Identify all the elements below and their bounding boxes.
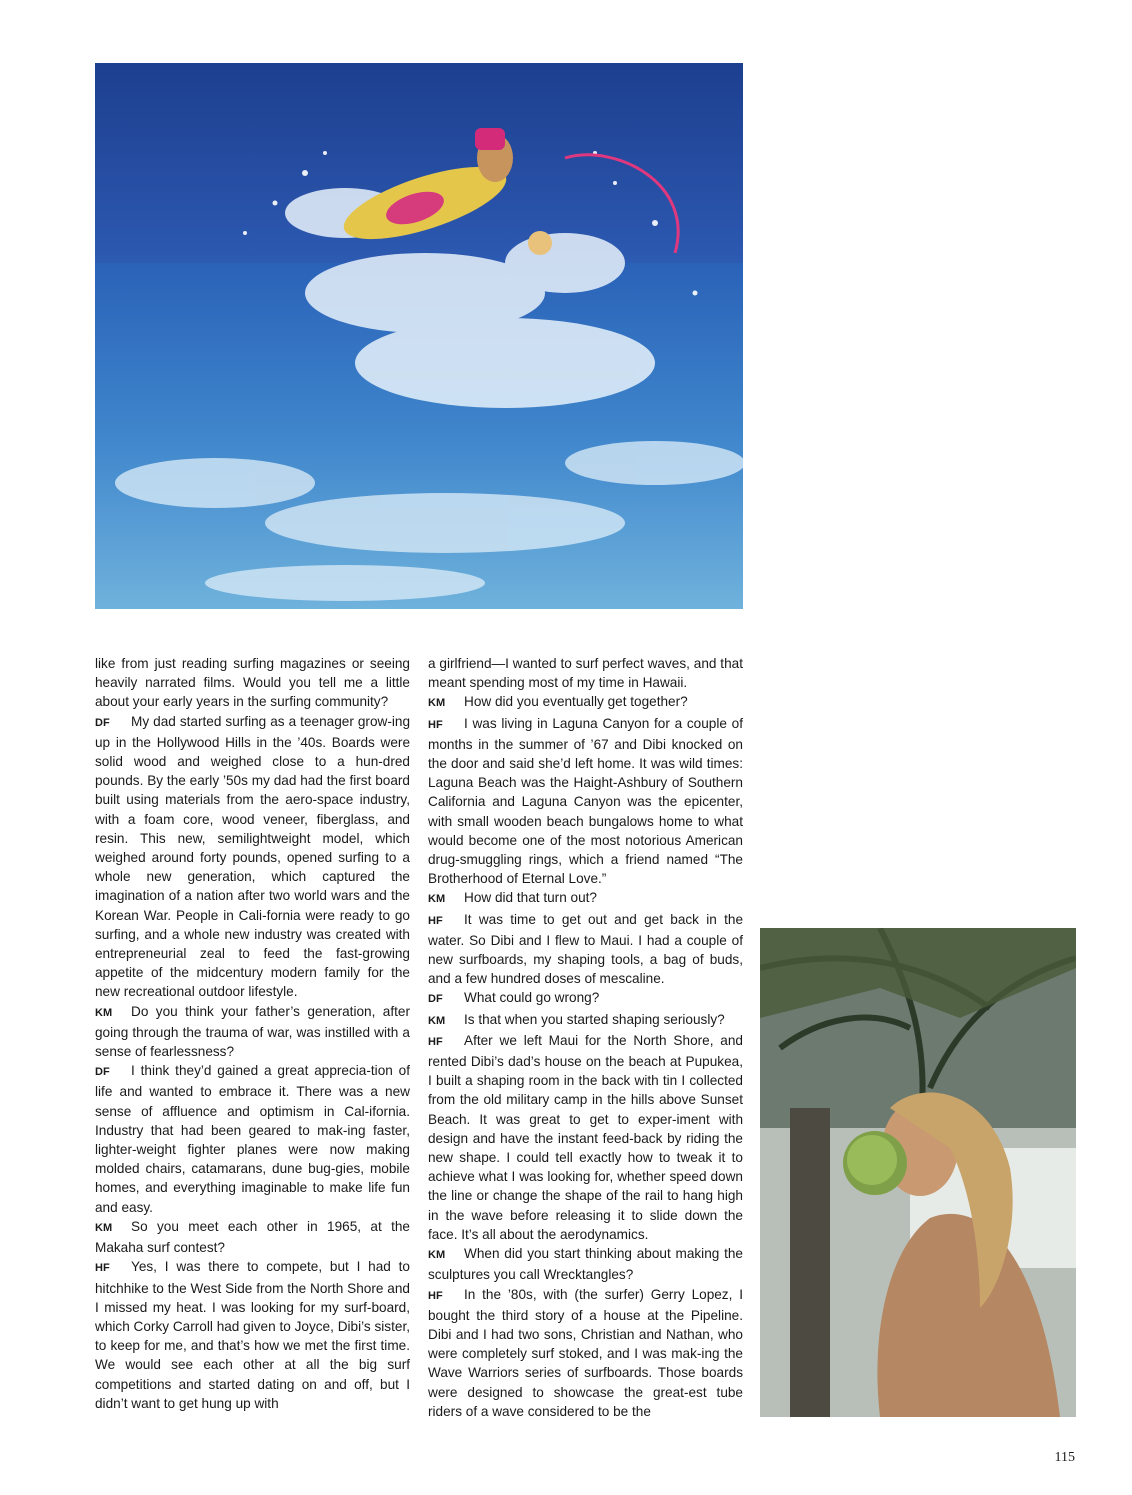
article-paragraph (428, 910, 743, 989)
speaker-initials: HF (428, 718, 443, 731)
paragraph-text: a girlfriend—I wanted to surf perfect waves, and that meant spending most of my time in Hawaii. (428, 656, 743, 691)
speaker-initials: KM (95, 1221, 113, 1234)
article-paragraph (95, 1217, 410, 1257)
article-paragraph (95, 654, 410, 712)
article-paragraph (95, 1061, 410, 1217)
article-paragraph (428, 692, 743, 713)
paragraph-text: In the ’80s, with (the surfer) Gerry Lopez, I bought the third story of a house at the Pipeline. Dibi and I had two sons, Christian and Nathan, who were completely surf stoked, and I was mak-ing the Wave Warriors series of surfboards. Those boards were designed to showcase the great-est tube riders of a wave considered to be the (428, 1286, 743, 1419)
paragraph-text: It was time to get out and get back in the water. So Dibi and I flew to Maui. I had a couple of new surfboards, my shaping tools, a bag of buds, and a few hundred doses of mescaline. (428, 911, 743, 987)
speaker-initials: HF (428, 1035, 443, 1048)
paragraph-text: like from just reading surfing magazines or seeing heavily narrated films. Would you tell me a little about your early years in the surfing community? (95, 656, 410, 710)
article-paragraph (428, 1244, 743, 1284)
paragraph-text: My dad started surfing as a teenager grow-ing up in the Hollywood Hills in the ’40s. Boards were solid wood and weighed close to a hun-dred pounds. By the early ’50s my dad had the first board built using materials from the aero-space industry, with a foam core, wood veneer, fiberglass, and resin. This new, semilightweight model, which weighed around forty pounds, opened surfing to a whole new generation, which captured the imagination of a nation after two world wars and the Korean War. People in Cali-fornia were ready to go surfing, and a whole new industry was created with entrepreneurial zeal to feed the fast-growing appetite of the midcentury modern family for the new recreational outdoor lifestyle. (95, 713, 410, 1000)
speaker-initials: KM (428, 1249, 446, 1262)
article-paragraph (95, 1002, 410, 1062)
article-paragraph (428, 654, 743, 692)
article-paragraph (95, 1257, 410, 1413)
article-column-left (95, 654, 410, 1413)
paragraph-text: I think they’d gained a great apprecia-tion of life and wanted to embrace it. There was a new sense of affluence and optimism in Cal-ifornia. Industry that had been geared to mak-ing faster, lighter-weight fighter planes were now making molded chairs, catamarans, dune bug-gies, mobile homes, and everything imaginable to make life fun and easy. (95, 1063, 410, 1215)
paragraph-text: Do you think your father’s generation, after going through the trauma of war, was instilled with a sense of fearlessness? (95, 1003, 410, 1060)
speaker-initials: DF (95, 1066, 110, 1079)
speaker-initials: KM (428, 1014, 446, 1027)
paragraph-text: After we left Maui for the North Shore, and rented Dibi’s dad’s house on the beach at Pupukea, I built a shaping room in the back with tin I collected from the old military camp in the hills above Sunset Beach. It was great to get to exper-iment with design and have the instant feed-back by riding the new shape. I could tell exactly how to tweak it to achieve what I was looking for, whether speed down the line or change the shape of the rail to hang high in the wave before releasing it to slide down the face. It’s all about the aerodynamics. (428, 1032, 743, 1242)
speaker-initials: HF (428, 1289, 443, 1302)
article-paragraph (428, 888, 743, 909)
article-paragraph (428, 988, 743, 1009)
paragraph-text: How did that turn out? (464, 890, 597, 906)
speaker-initials: HF (428, 914, 443, 927)
paragraph-text: How did you eventually get together? (464, 694, 688, 710)
page-number: 115 (1054, 1450, 1075, 1465)
paragraph-text: When did you start thinking about making the sculptures you call Wrecktangles? (428, 1246, 743, 1283)
surfer-aerial-photo (95, 63, 743, 609)
paragraph-text: Yes, I was there to compete, but I had to hitchhike to the West Side from the North Shore and I missed my heat. I was looking for my surf-board, which Corky Carroll had given to Joyce, Dibi’s sister, to keep for me, and that’s how we met the first time. We would see each other at all the big surf competitions and started dating on and off, but I didn’t want to get hung up with (95, 1259, 410, 1411)
speaker-initials: HF (95, 1262, 110, 1275)
article-paragraph (95, 712, 410, 1002)
paragraph-text: I was living in Laguna Canyon for a couple of months in the summer of ’67 and Dibi knocked on the door and said she’d left home. It was wild times: Laguna Beach was the Haight-Ashbury of Southern California and Laguna Canyon was the epicenter, with small wooden beach bungalows home to what would become one of the most notorious American drug-smuggling rings, which a friend named “The Brotherhood of Eternal Love.” (428, 715, 743, 887)
article-paragraph (428, 1031, 743, 1244)
article-column-right (428, 654, 743, 1421)
article-paragraph (428, 1285, 743, 1421)
speaker-initials: KM (428, 893, 446, 906)
speaker-initials: DF (428, 993, 443, 1006)
article-paragraph (428, 1010, 743, 1031)
speaker-initials: DF (95, 716, 110, 729)
paragraph-text: What could go wrong? (464, 990, 600, 1006)
paragraph-text: Is that when you started shaping seriously? (464, 1011, 725, 1027)
speaker-initials: KM (428, 697, 446, 710)
man-drinking-coconut-photo (760, 928, 1076, 1417)
article-paragraph (428, 714, 743, 889)
paragraph-text: So you meet each other in 1965, at the Makaha surf contest? (95, 1218, 410, 1256)
speaker-initials: KM (95, 1006, 113, 1019)
